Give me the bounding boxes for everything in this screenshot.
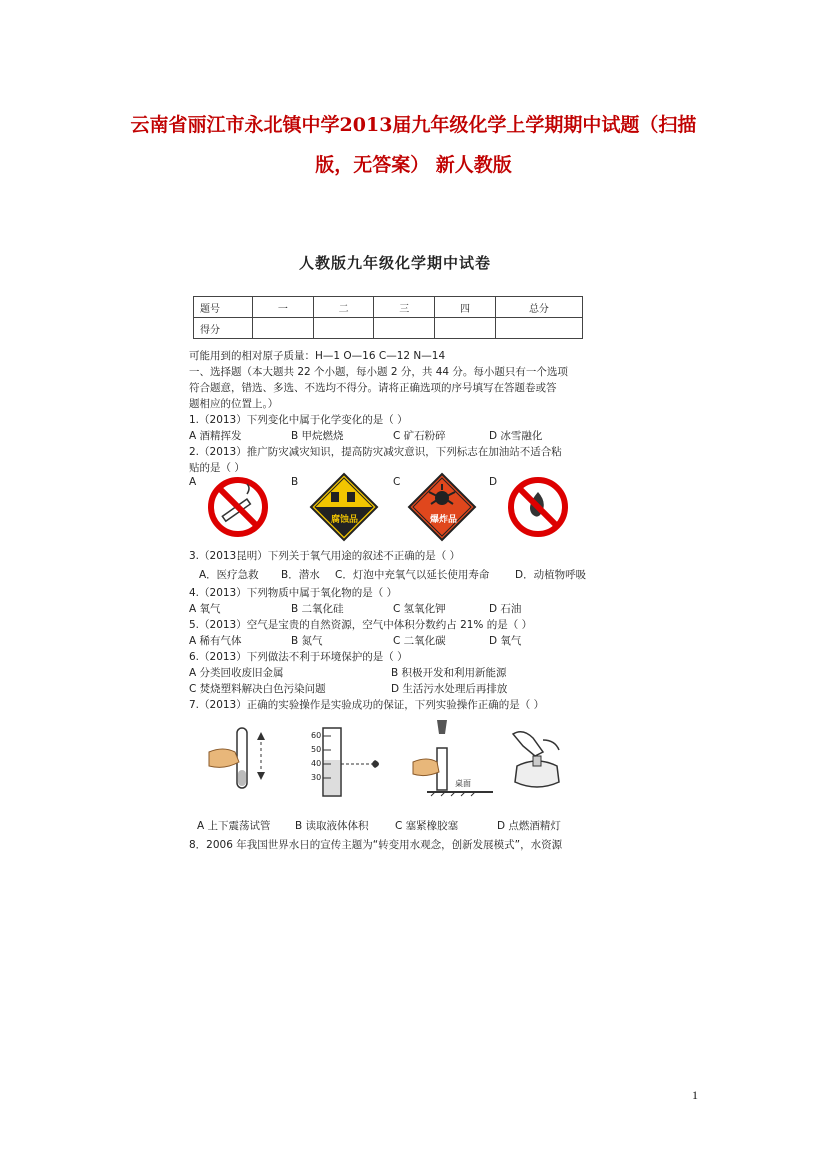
- question-8: 8．2006 年我国世界水日的宣传主题为“转变用水观念，创新发展模式”，水资源: [189, 839, 563, 851]
- option: C 焚烧塑料解决白色污染问题: [189, 683, 326, 695]
- option: A 分类回收废旧金属: [189, 667, 284, 679]
- option: B 读取液体体积: [295, 820, 369, 832]
- table-cell: [495, 318, 582, 339]
- question-6: 6.（2013）下列做法不利于环境保护的是（ ）: [189, 651, 408, 663]
- option: D 氧气: [489, 635, 522, 647]
- sign-label: 腐蚀品: [331, 515, 359, 525]
- table-cell: [313, 318, 374, 339]
- page-number: 1: [692, 1088, 698, 1102]
- option: A 稀有气体: [189, 635, 242, 647]
- table-cell: 二: [313, 297, 374, 318]
- option-letter: C: [393, 476, 401, 488]
- option: C 矿石粉碎: [393, 430, 446, 442]
- option-letter: B: [291, 476, 299, 488]
- option: C．灯泡中充氧气以延长使用寿命: [335, 569, 490, 581]
- question-2: 2.（2013）推广防灾减灾知识，提高防灾减灾意识，下列标志在加油站不适合粘: [189, 446, 562, 458]
- option: D 石油: [489, 603, 522, 615]
- no-smoking-sign-icon: [207, 476, 269, 538]
- question-4: 4.（2013）下列物质中属于氧化物的是（ ）: [189, 587, 398, 599]
- scale-label: 60: [311, 731, 322, 740]
- no-fire-sign-icon: [507, 476, 569, 538]
- section-instructions: 一、选择题（本大题共 22 个小题，每小题 2 分，共 44 分。每小题只有一个选项: [189, 366, 568, 378]
- section-instructions: 题相应的位置上。）: [189, 398, 279, 410]
- option: A 上下震荡试管: [197, 820, 271, 832]
- option: D 生活污水处理后再排放: [391, 683, 508, 695]
- option: A．医疗急救: [199, 569, 259, 581]
- question-1: 1.（2013）下列变化中属于化学变化的是（ ）: [189, 414, 408, 426]
- option: B 积极开发和利用新能源: [391, 667, 507, 679]
- corrosive-sign-icon: [309, 472, 379, 542]
- desk-label: 桌面: [455, 779, 471, 788]
- scale-label: 40: [311, 759, 322, 768]
- exam-title: 人教版九年级化学期中试卷: [298, 254, 491, 272]
- score-table: [193, 296, 583, 339]
- option: B 二氧化硅: [291, 603, 344, 615]
- explosive-sign-icon: [407, 472, 477, 542]
- table-cell: [435, 318, 496, 339]
- scanned-exam-page: [185, 240, 605, 860]
- question-3: 3.（2013昆明）下列关于氧气用途的叙述不正确的是（ ）: [189, 550, 461, 562]
- rubber-stopper-icon: [407, 718, 497, 804]
- table-cell: 三: [374, 297, 435, 318]
- question-5: 5.（2013）空气是宝贵的自然资源，空气中体积分数约占 21% 的是（ ）: [189, 619, 533, 631]
- alcohol-lamp-icon: [503, 726, 573, 796]
- table-cell: 得分: [194, 318, 253, 339]
- table-cell: [374, 318, 435, 339]
- table-cell: 一: [253, 297, 314, 318]
- score-table-row: [194, 318, 583, 339]
- table-cell: 总分: [495, 297, 582, 318]
- table-cell: 四: [435, 297, 496, 318]
- question-7: 7.（2013）正确的实验操作是实验成功的保证，下列实验操作正确的是（ ）: [189, 699, 545, 711]
- document-title-line-1: 云南省丽江市永北镇中学2013届九年级化学上学期期中试题（扫描: [130, 114, 697, 136]
- option-letter: D: [489, 476, 498, 488]
- option: A 氧气: [189, 603, 221, 615]
- question-2: 贴的是（ ）: [189, 462, 245, 474]
- section-instructions: 符合题意，错选、多选、不选均不得分。请将正确选项的序号填写在答题卷或答: [189, 382, 557, 394]
- option: B 甲烷燃烧: [291, 430, 344, 442]
- sign-label: 爆炸品: [430, 515, 458, 525]
- option: C 二氧化碳: [393, 635, 446, 647]
- option: A 酒精挥发: [189, 430, 242, 442]
- table-cell: 题号: [194, 297, 253, 318]
- option-letter: A: [189, 476, 197, 488]
- option: D 冰雪融化: [489, 430, 543, 442]
- atomic-masses: 可能用到的相对原子质量：H—1 O—16 C—12 N—14: [189, 350, 446, 362]
- scale-label: 30: [311, 773, 322, 782]
- option: B 氮气: [291, 635, 323, 647]
- option: D．动植物呼吸: [515, 569, 587, 581]
- scale-label: 50: [311, 745, 322, 754]
- option: B．潜水: [281, 569, 320, 581]
- score-table-row: [194, 297, 583, 318]
- option: D 点燃酒精灯: [497, 820, 561, 832]
- option: C 塞紧橡胶塞: [395, 820, 459, 832]
- test-tube-shaking-icon: [205, 722, 285, 802]
- table-cell: [253, 318, 314, 339]
- document-title-line-2: 版，无答案） 新人教版: [315, 154, 512, 176]
- option: C 氢氧化钾: [393, 603, 446, 615]
